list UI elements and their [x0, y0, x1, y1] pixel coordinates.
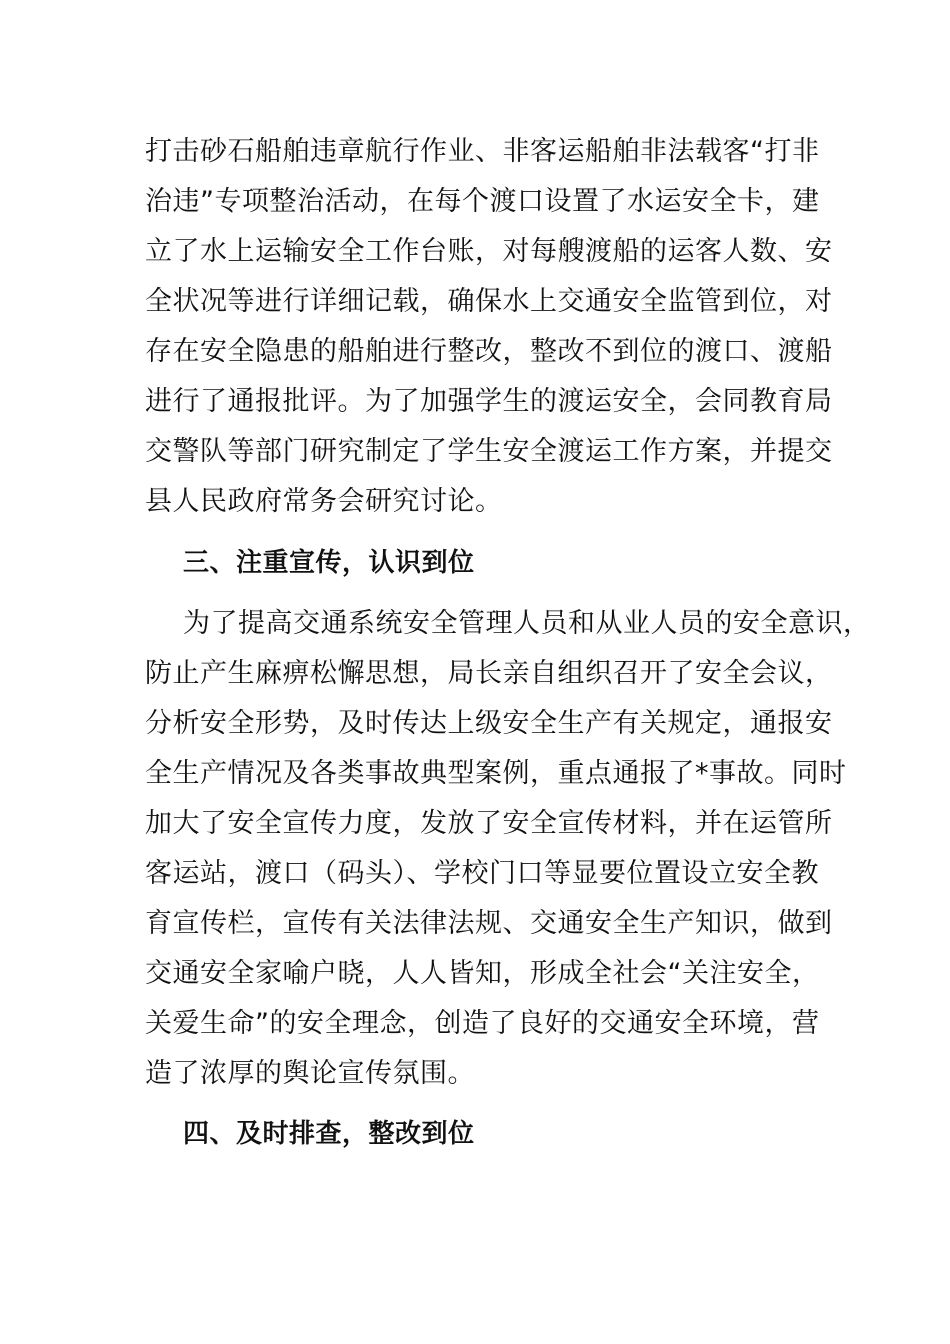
paragraph-line: 防止产生麻痹松懈思想，局长亲自组织召开了安全会议，: [145, 658, 833, 689]
paragraph-line: 全状况等进行详细记载，确保水上交通安全监管到位，对: [145, 286, 833, 317]
paragraph-line: 育宣传栏，宣传有关法律法规、交通安全生产知识，做到: [145, 908, 833, 939]
paragraph-line: 立了水上运输安全工作台账，对每艘渡船的运客人数、安: [145, 236, 833, 267]
paragraph-line: 治违”专项整治活动，在每个渡口设置了水运安全卡，建: [145, 186, 820, 217]
paragraph-line: 全生产情况及各类事故典型案例，重点通报了*事故。同时: [145, 758, 847, 789]
paragraph-line: 分析安全形势，及时传达上级安全生产有关规定，通报安: [145, 708, 833, 739]
paragraph-line: 为了提高交通系统安全管理人员和从业人员的安全意识，: [183, 608, 871, 639]
paragraph-line: 客运站，渡口（码头）、学校门口等显要位置设立安全教: [145, 858, 819, 889]
paragraph-line: 加大了安全宣传力度，发放了安全宣传材料，并在运管所: [145, 808, 833, 839]
paragraph-line: 交警队等部门研究制定了学生安全渡运工作方案，并提交: [145, 436, 833, 467]
paragraph-line: 关爱生命”的安全理念，创造了良好的交通安全环境，营: [145, 1008, 820, 1039]
paragraph-line: 存在安全隐患的船舶进行整改，整改不到位的渡口、渡船: [145, 336, 833, 367]
paragraph-line: 交通安全家喻户晓，人人皆知，形成全社会“关注安全，: [145, 958, 820, 989]
section-heading-4: 四、及时排查，整改到位: [183, 1119, 475, 1149]
paragraph-line: 造了浓厚的舆论宣传氛围。: [145, 1058, 475, 1089]
paragraph-line: 进行了通报批评。为了加强学生的渡运安全，会同教育局: [145, 386, 833, 417]
paragraph-line: 打击砂石船舶违章航行作业、非客运船舶非法载客“打非: [145, 136, 820, 167]
paragraph-line: 县人民政府常务会研究讨论。: [145, 486, 503, 517]
section-heading-3: 三、注重宣传，认识到位: [183, 548, 475, 578]
